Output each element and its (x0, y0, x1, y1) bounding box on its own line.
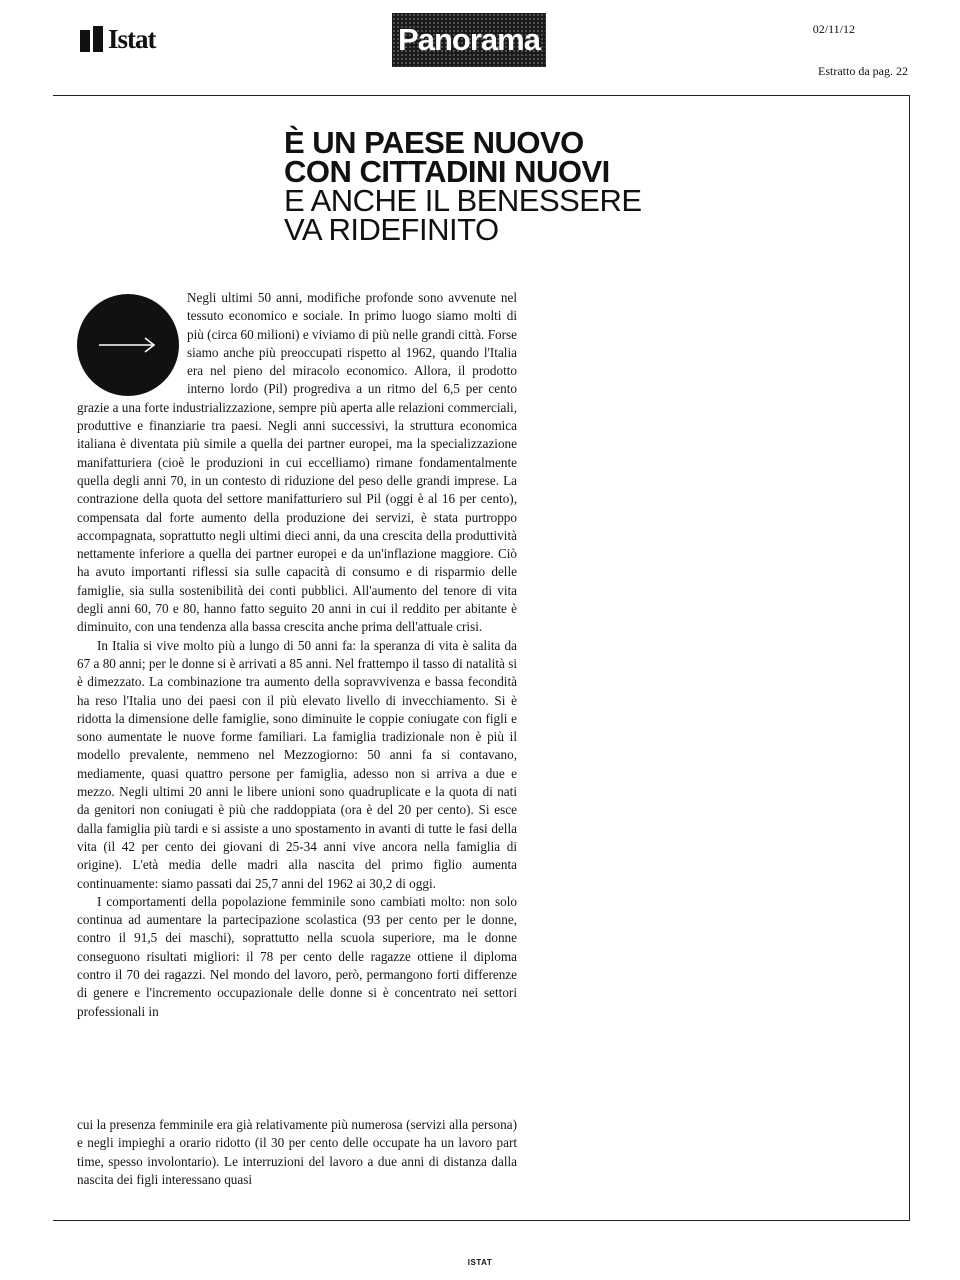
article-paragraph-1: Negli ultimi 50 anni, modifiche profonde sono avvenute nel tessuto economico e sociale. In primo luogo siamo molti di più (circa 60 milioni) e viviamo di più nelle grandi città. Forse siamo anche più preoccupati rispetto al 1962, quando l'Italia era nel pieno del miracolo economico. Allora, il prodotto interno lordo (Pil) progrediva a un ritmo del 6,5 per cento grazie a una forte industrializzazione, sempre più aperta alle relazioni commerciali, produttive e finanziarie tra paesi. Negli anni successivi, la struttura economica italiana è diventata più simile a quella dei partner europei, ma la specializzazione manifatturiera (cioè le produzioni in cui eccelliamo) rimane fondamentalmente quella degli anni 70, in un contesto di riduzione del peso delle grandi imprese. La contrazione della quota del settore manifatturiero sul Pil (oggi è al 16 per cento), compensata dal forte aumento della produzione dei servizi, è stata purtroppo accompagnata, soprattutto negli ultimi dieci anni, da una crescita della produttività nettamente inferiore a quella dei partner europei e da un'inflazione maggiore. Ciò ha avuto importanti riflessi sia sulle capacità di consumo e di risparmio delle famiglie, sia sulla sostenibilità dei conti pubblici. All'aumento del tenore di vita degli anni 60, 70 e 80, hanno fatto seguito 20 anni in cui il reddito per abitante è diminuito, con una tendenza alla bassa crescita anche prima dell'attuale crisi. (77, 290, 517, 635)
istat-logo-text: Istat (108, 24, 156, 54)
istat-logo-mark (80, 26, 103, 52)
headline-line-2: CON CITTADINI NUOVI (284, 154, 610, 189)
magazine-logo (392, 13, 546, 67)
article-continuation (77, 1116, 517, 1189)
article-body (77, 289, 517, 1021)
page-reference: Estratto da pag. 22 (818, 64, 908, 78)
arrow-right-icon (77, 294, 179, 396)
article-paragraph-2: In Italia si vive molto più a lungo di 50 anni fa: la speranza di vita è salita da 67 a 80 anni; per le donne si è arrivati a 85 anni. Nel frattempo il tasso di natalità si è dimezzato. La combinazione tra aumento della sopravvivenza e bassa fecondità ha reso l'Italia uno dei paesi con il più elevato livello di invecchiamento. Si è ridotta la dimensione delle famiglie, sono diminuite le coppie coniugate con figli e sono aumentate le nuove forme familiari. La famiglia tradizionale non è più il modello prevalente, nemmeno nel Mezzogiorno: 50 anni fa si contavano, mediamente, quasi quattro persone per famiglia, adesso non si arriva a due e mezzo. Negli ultimi 20 anni le libere unioni sono quadruplicate e la quota di nati da genitori non coniugati è più che raddoppiata (ora è del 20 per cento). Si esce dalla famiglia più tardi e si assiste a uno spostamento in avanti di tutte le fasi della vita (il 42 per cento dei giovani di 25-34 anni vive ancora nella famiglia di origine). L'età media delle madri alla nascita del primo figlio aumenta continuamente: siamo passati dai 25,7 anni del 1962 ai 30,2 di oggi. (77, 637, 517, 891)
magazine-name: Panorama (398, 22, 540, 57)
headline-line-4: VA RIDEFINITO (284, 212, 499, 247)
headline-line-3: E ANCHE IL BENESSERE (284, 183, 642, 218)
arrow-icon (77, 294, 179, 396)
headline-line-1: È UN PAESE NUOVO (284, 125, 584, 160)
headline (284, 125, 704, 247)
istat-logo (80, 24, 156, 52)
article-paragraph-continuation: cui la presenza femminile era già relativamente più numerosa (servizi alla persona) e negli impieghi a orario ridotto (il 30 per cento delle occupate ha un lavoro part time, spesso involontario). Le interruzioni del lavoro a due anni di distanza dalla nascita dei figli interessano quasi (77, 1117, 517, 1187)
article-paragraph-3: I comportamenti della popolazione femminile sono cambiati molto: non solo continua ad aumentare la partecipazione scolastica (93 per cento per le donne, contro il 91,5 dei maschi), soprattutto nella scuola superiore, ma le donne conseguono risultati migliori: il 78 per cento delle ragazze ottiene il diploma contro il 70 dei ragazzi. Nel mondo del lavoro, però, permangono forti differenze di genere e l'incremento occupazionale delle donne si è concentrato nei settori professionali in (77, 893, 517, 1019)
issue-date: 02/11/12 (812, 22, 855, 36)
footer-mark: ISTAT (467, 1258, 493, 1267)
